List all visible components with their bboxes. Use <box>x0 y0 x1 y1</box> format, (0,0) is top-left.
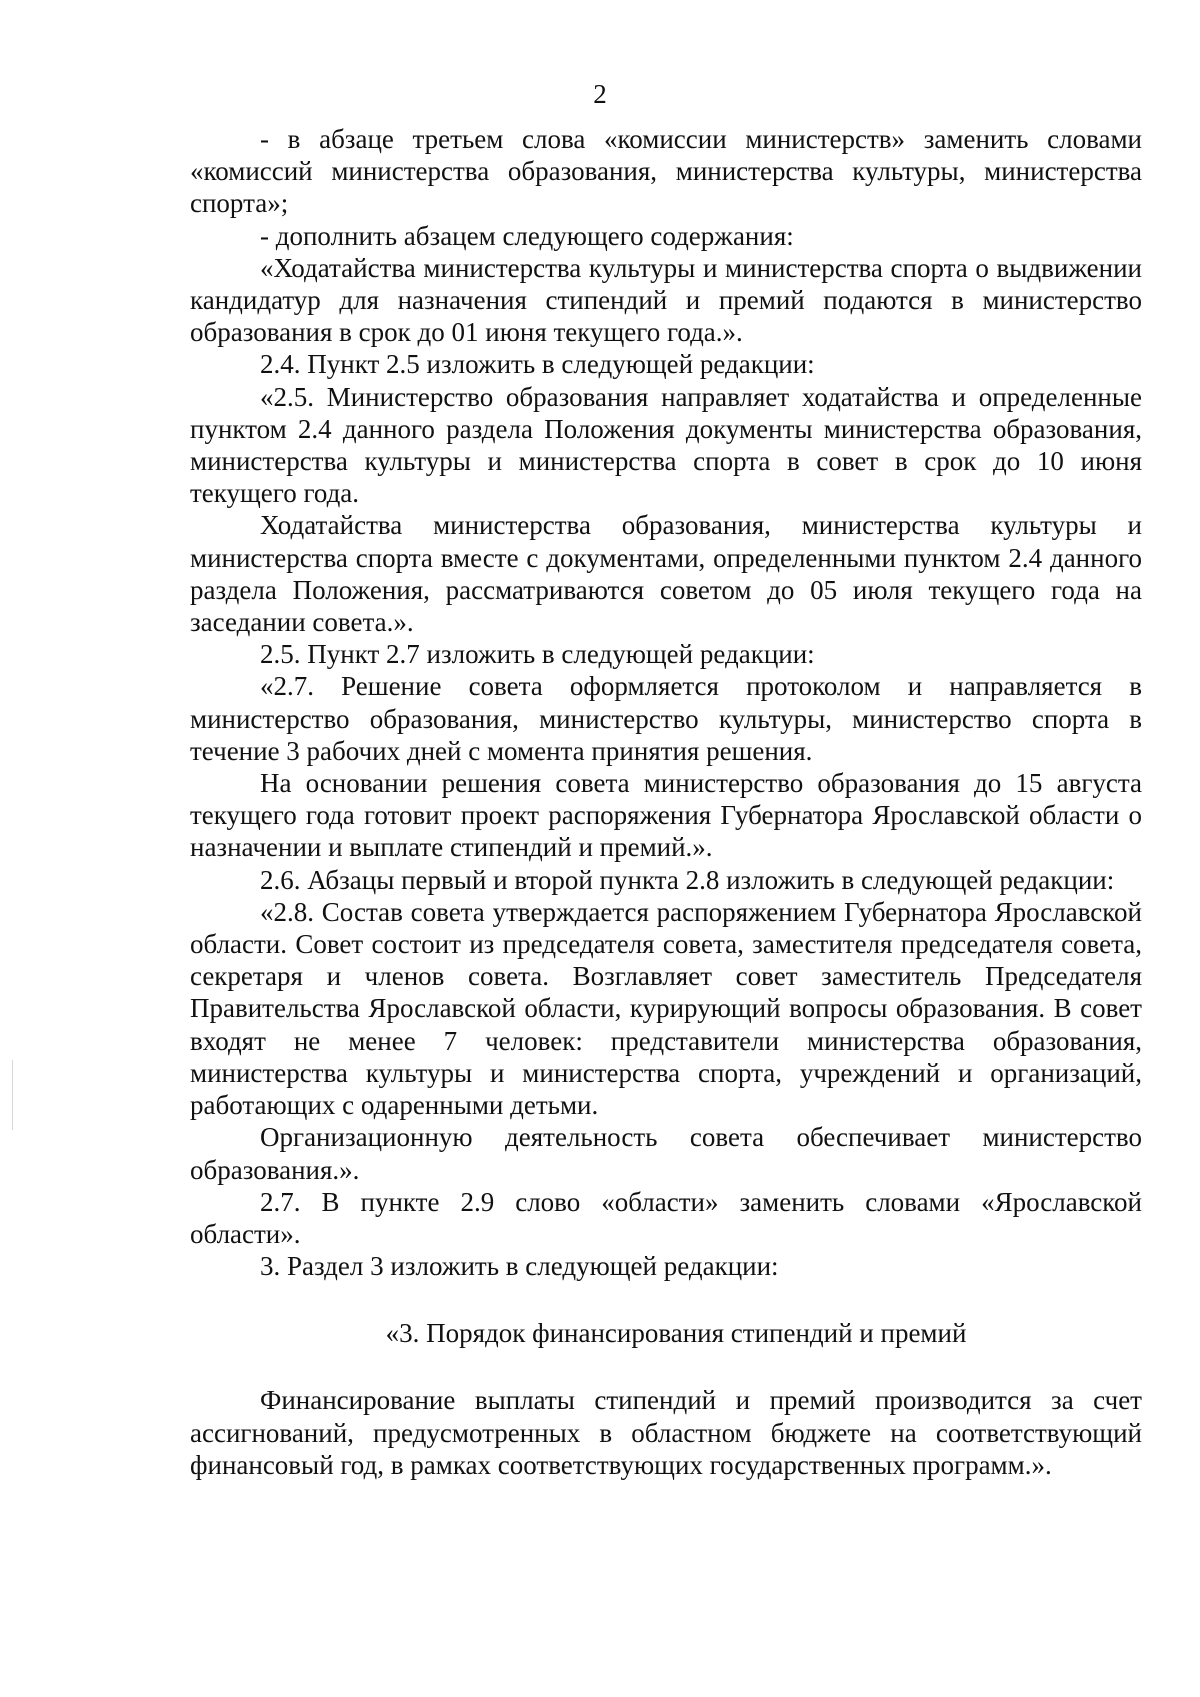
paragraph: Финансирование выплаты стипендий и премий производится за счет ассигнований, предусмотренных в областном бюджете на соответствующий финансовый год, в рамках соответствующих государственных программ.». <box>190 1385 1142 1480</box>
paragraph: «2.7. Решение совета оформляется протоколом и направляется в министерство образования, министерство культуры, министерство спорта в течение 3 рабочих дней с момента принятия решения. <box>190 671 1142 766</box>
paragraph: - дополнить абзацем следующего содержания: <box>260 220 794 251</box>
paragraph: На основании решения совета министерство образования до 15 августа текущего года готовит проект распоряжения Губернатора Ярославской области о назначении и выплате стипендий и премий.». <box>190 768 1142 863</box>
paragraph: Ходатайства министерства образования, министерства культуры и министерства спорта вместе с документами, определенными пунктом 2.4 данного раздела Положения, рассматриваются советом до 05 июля текущего года на заседании совета.». <box>190 510 1142 638</box>
paragraph: 2.4. Пункт 2.5 изложить в следующей редакции: <box>260 349 815 380</box>
document-body <box>190 123 1142 1481</box>
section-title: «3. Порядок финансирования стипендий и премий <box>385 1318 967 1349</box>
scan-edge-mark <box>12 1060 13 1130</box>
paragraph: «Ходатайства министерства культуры и министерства спорта о выдвижении кандидатур для назначения стипендий и премий подаются в министерство образования в срок до 01 июня текущего года.». <box>190 252 1142 348</box>
paragraph: 2.7. В пункте 2.9 слово «области» заменить словами «Ярославской области». <box>190 1186 1142 1249</box>
paragraph: «2.5. Министерство образования направляет ходатайства и определенные пунктом 2.4 данного раздела Положения документы министерства образования, министерства культуры и министерства спорта в совет в срок до 10 июня текущего года. <box>190 381 1142 509</box>
page-number: 2 <box>593 79 607 109</box>
paragraph: - в абзаце третьем слова «комиссии министерств» заменить словами «комиссий министерства образования, министерства культуры, министерства спорта»; <box>190 124 1142 219</box>
paragraph: 2.5. Пункт 2.7 изложить в следующей редакции: <box>260 639 815 670</box>
paragraph: Организационную деятельность совета обеспечивает министерство образования.». <box>190 1122 1142 1185</box>
paragraph: «2.8. Состав совета утверждается распоряжением Губернатора Ярославской области. Совет состоит из председателя совета, заместителя председателя совета, секретаря и членов совета. Возглавляет совет заместитель Председателя Правительства Ярославской области, курирующий вопросы образования. В совет входят не менее 7 человек: представители министерства образования, министерства культуры и министерства спорта, учреждений и организаций, работающих с одаренными детьми. <box>190 896 1142 1121</box>
paragraph: 2.6. Абзацы первый и второй пункта 2.8 изложить в следующей редакции: <box>260 864 1115 895</box>
paragraph: 3. Раздел 3 изложить в следующей редакции: <box>260 1251 779 1282</box>
